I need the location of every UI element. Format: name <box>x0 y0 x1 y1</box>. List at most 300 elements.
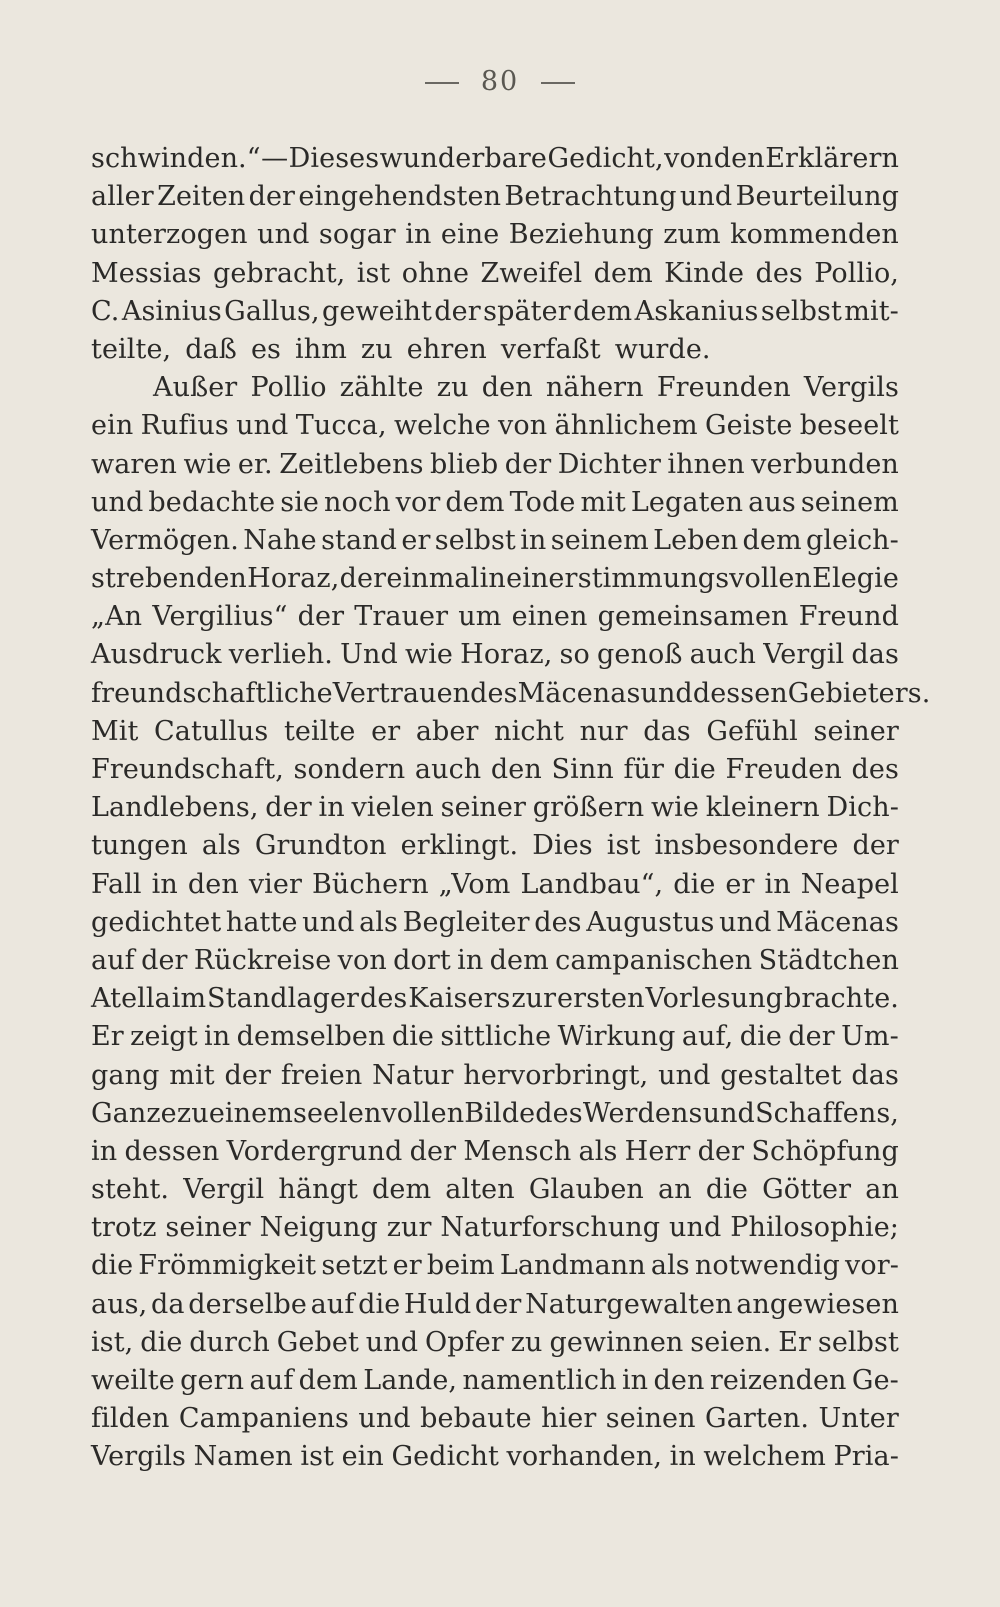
word: C. <box>91 295 120 327</box>
word: sie <box>280 486 320 518</box>
word: den <box>490 754 542 785</box>
text-line <box>91 751 899 789</box>
word: Gebieters. <box>787 677 931 709</box>
word: der <box>297 601 345 633</box>
word: welche <box>393 410 491 442</box>
word: zählte <box>339 372 424 404</box>
text-line <box>91 446 899 484</box>
word: der <box>434 295 481 327</box>
word: Huld <box>403 1288 472 1320</box>
word: Naturgewalten <box>525 1288 733 1320</box>
word: der <box>697 1135 745 1167</box>
word: daß <box>185 333 237 365</box>
word: Namen <box>193 1441 293 1473</box>
word: Gefühl <box>706 715 798 747</box>
word: und <box>679 181 733 213</box>
word: gewinnen <box>549 1326 684 1358</box>
word: geweiht <box>322 295 432 327</box>
word: beim <box>426 1250 495 1282</box>
word: filden <box>91 1403 170 1435</box>
text-line <box>91 1095 899 1133</box>
word: vor- <box>845 1250 899 1282</box>
word: aus <box>748 486 796 518</box>
word: Landbau“, <box>520 868 664 900</box>
word: eine <box>440 219 500 251</box>
word: gern <box>180 1365 245 1396</box>
word: sittliche <box>440 1021 552 1053</box>
text-line <box>91 713 899 751</box>
word: Glauben <box>528 1174 644 1206</box>
word: wie <box>183 448 232 480</box>
word: Vergil <box>183 1174 265 1206</box>
word: der <box>409 1135 457 1167</box>
word: reizenden <box>709 1365 847 1396</box>
word: Gedicht <box>391 1441 499 1473</box>
word: Kaisers <box>408 983 511 1015</box>
word: seinen <box>605 1403 696 1435</box>
page-number: 80 <box>480 66 520 97</box>
word: Beziehung <box>508 219 654 251</box>
word: Dich- <box>826 792 899 824</box>
word: Tode <box>509 486 576 518</box>
word: mit- <box>844 295 899 327</box>
word: Werdens <box>582 1097 703 1129</box>
word: Garten. <box>705 1403 810 1435</box>
word: Naturforschung <box>440 1212 661 1244</box>
word: Rückreise <box>193 944 332 976</box>
word: kleinern <box>705 792 820 824</box>
word: ein <box>341 1441 384 1473</box>
text-line <box>91 1057 899 1095</box>
word: Vergils <box>91 1441 187 1473</box>
word: in <box>318 792 345 824</box>
word: und <box>702 1097 755 1129</box>
word: die <box>358 1288 401 1320</box>
word: zu <box>176 1097 209 1129</box>
word: in <box>91 1135 118 1167</box>
text-line <box>91 331 899 369</box>
word: blieb <box>430 448 499 480</box>
word: vielen <box>351 792 434 824</box>
word: freundschaftliche <box>91 677 333 709</box>
word: auf <box>310 1288 355 1320</box>
word: zu <box>436 372 469 404</box>
left-dash <box>425 82 459 84</box>
word: nur <box>579 715 628 747</box>
word: alten <box>445 1174 515 1206</box>
word: des <box>755 257 803 289</box>
word: ähnlichem <box>554 410 698 442</box>
word: die <box>705 1174 749 1206</box>
word: und <box>658 1059 711 1091</box>
word: Augustus <box>586 906 715 938</box>
word: den <box>481 372 533 404</box>
text-line <box>91 598 899 636</box>
word: die <box>673 754 716 785</box>
word: weilte <box>91 1365 175 1396</box>
text-line <box>91 484 899 522</box>
word: Rufius <box>140 410 229 442</box>
word: und <box>236 410 289 442</box>
word: seiner <box>165 1212 251 1244</box>
word: Er <box>91 1021 124 1053</box>
word: Neigung <box>259 1212 378 1244</box>
word: und <box>358 1403 411 1435</box>
word: Vergil <box>763 639 845 671</box>
text-line <box>91 293 899 331</box>
word: zu <box>510 1326 543 1358</box>
word: Askanius <box>634 295 759 327</box>
word: Ge- <box>851 1365 899 1396</box>
body-text <box>91 140 931 1477</box>
word: des <box>851 754 899 785</box>
word: brachte. <box>783 983 899 1015</box>
word: erklingt. <box>400 830 519 862</box>
word: dem <box>298 1365 358 1396</box>
word: zur <box>386 1212 432 1244</box>
word: in <box>457 944 484 976</box>
word: aller <box>91 181 154 213</box>
word: zum <box>663 219 721 251</box>
word: selbst <box>760 295 842 327</box>
word: er <box>401 524 431 556</box>
word: der <box>339 563 387 595</box>
word: aber <box>415 715 479 747</box>
word: den <box>713 143 765 174</box>
word: dessen <box>692 677 788 709</box>
word: in <box>669 1441 696 1473</box>
word: Elegie <box>812 563 899 595</box>
word: Götter <box>762 1174 852 1206</box>
word: schwinden.“ <box>91 143 261 174</box>
word: und <box>719 906 772 938</box>
word: dem <box>573 295 633 327</box>
word: Begleiter <box>402 906 530 938</box>
text-line <box>91 1133 899 1171</box>
word: einer <box>506 563 578 595</box>
word: Pria- <box>833 1441 899 1473</box>
word: durch <box>189 1326 270 1358</box>
word: zeigt <box>130 1021 198 1053</box>
word: nicht <box>494 715 564 747</box>
word: Philosophie; <box>730 1212 899 1244</box>
word: Schöpfung <box>751 1135 899 1167</box>
word: das <box>851 639 899 671</box>
word: Freunden <box>656 372 791 404</box>
word: ihnen <box>667 448 745 480</box>
word: die <box>673 868 716 900</box>
text-line <box>91 1286 899 1324</box>
word: die <box>91 1250 134 1282</box>
word: er <box>725 868 755 900</box>
word: selbst <box>434 524 516 556</box>
text-line <box>91 1362 899 1400</box>
text-line <box>91 1438 899 1476</box>
word: Und <box>340 639 398 671</box>
text-line <box>91 140 899 178</box>
word: Vermögen. <box>91 524 239 556</box>
word: seien. <box>690 1326 772 1358</box>
word: verlieh. <box>228 639 333 671</box>
word: verbunden <box>751 448 899 480</box>
text-line <box>91 216 899 254</box>
word: insbesondere <box>654 830 839 862</box>
word: auf <box>91 944 135 976</box>
word: gleich- <box>806 524 899 556</box>
word: steht. <box>91 1174 170 1206</box>
word: verfaßt <box>500 333 601 365</box>
word: Pollio, <box>814 257 899 289</box>
word: wurde. <box>614 333 711 365</box>
word: das <box>851 1059 899 1091</box>
word: Grundton <box>254 830 387 862</box>
word: in <box>764 868 791 900</box>
text-line <box>91 1018 899 1056</box>
word: von <box>664 143 714 174</box>
word: waren <box>91 448 177 480</box>
word: dem <box>593 257 653 289</box>
word: als <box>578 1135 618 1167</box>
word: hervorbringt, <box>463 1059 649 1091</box>
word: sogar <box>318 219 396 251</box>
word: es <box>250 333 281 365</box>
word: welchem <box>703 1441 826 1473</box>
word: gang <box>91 1059 160 1091</box>
word: der <box>265 792 312 824</box>
word: Beurteilung <box>735 181 899 213</box>
word: Landmann <box>499 1250 646 1282</box>
word: Freundschaft, <box>91 754 284 785</box>
word: Gebet <box>276 1326 359 1358</box>
word: demselben <box>236 1021 386 1053</box>
word: Büchern <box>311 868 429 900</box>
word: gedichtet <box>91 906 222 938</box>
word: gemeinsamen <box>597 601 789 633</box>
word: Mensch <box>463 1135 572 1167</box>
word: Städtchen <box>758 944 899 976</box>
word: an <box>865 1174 899 1206</box>
page-number-header <box>0 66 1000 97</box>
word: der <box>504 448 552 480</box>
word: die <box>391 1021 435 1053</box>
word: ehren <box>406 333 487 365</box>
word: Schaffens, <box>755 1097 899 1129</box>
word: gestaltet <box>720 1059 842 1091</box>
word: der <box>224 1059 271 1091</box>
word: seinem <box>550 524 649 556</box>
word: und <box>365 1326 419 1358</box>
word: und <box>91 486 144 518</box>
word: als <box>650 1250 690 1282</box>
word: ein <box>91 410 134 442</box>
word: dem <box>742 524 802 556</box>
word: der <box>852 830 899 862</box>
word: des <box>534 906 582 938</box>
word: Zweifel <box>480 257 583 289</box>
word: zu <box>360 333 393 365</box>
word: einem <box>208 1097 293 1129</box>
word: notwendig <box>694 1250 840 1282</box>
word: Fall <box>91 868 142 900</box>
word: ihm <box>294 333 347 365</box>
word: Dieses <box>288 143 380 174</box>
text-line <box>91 560 899 598</box>
text-line <box>91 1324 899 1362</box>
word: namentlich <box>462 1365 617 1396</box>
word: Erklärern <box>765 143 899 174</box>
word: Gedicht, <box>547 143 664 174</box>
word: seiner <box>440 792 527 824</box>
word: Opfer <box>425 1326 504 1358</box>
word: zur <box>511 983 557 1015</box>
text-line <box>91 178 899 216</box>
text-line <box>91 866 899 904</box>
word: genoß <box>597 639 683 671</box>
word: angewiesen <box>736 1288 899 1320</box>
word: bedachte <box>148 486 276 518</box>
word: in <box>204 1021 231 1053</box>
word: auch <box>414 754 482 785</box>
word: wie <box>404 639 454 671</box>
word: vier <box>248 868 302 900</box>
word: ersten <box>557 983 645 1015</box>
word: die <box>739 1021 782 1053</box>
word: „Vom <box>438 868 511 900</box>
word: Betrachtung <box>504 181 677 213</box>
word: Leben <box>653 524 739 556</box>
word: Standlager <box>207 983 360 1015</box>
word: derselbe <box>188 1288 307 1320</box>
word: dem <box>489 944 549 976</box>
word: Legaten <box>630 486 744 518</box>
text-line <box>91 636 899 674</box>
word: noch <box>324 486 391 518</box>
text-line <box>91 522 899 560</box>
word: der <box>474 1288 522 1320</box>
word: der <box>788 1021 835 1053</box>
word: Horaz, <box>247 563 340 595</box>
word: dessen <box>124 1135 220 1167</box>
word: auf, <box>681 1021 734 1053</box>
word: im <box>171 983 207 1015</box>
text-line <box>91 255 899 293</box>
word: Sinn <box>551 754 614 785</box>
word: vorhanden, <box>506 1441 663 1473</box>
text-line <box>91 942 899 980</box>
word: Asinius <box>121 295 222 327</box>
word: ohne <box>401 257 470 289</box>
word: unterzogen <box>91 219 248 251</box>
word: dem <box>445 486 505 518</box>
word: auch <box>689 639 757 671</box>
word: als <box>359 906 398 938</box>
word: in <box>151 868 178 900</box>
word: tungen <box>91 830 188 862</box>
word: Campaniens <box>178 1403 349 1435</box>
word: stand <box>321 524 398 556</box>
word: als <box>201 830 241 862</box>
word: so <box>559 639 590 671</box>
word: Ausdruck <box>91 639 222 671</box>
word: dem <box>372 1174 432 1206</box>
word: aus, <box>91 1288 148 1320</box>
word: in <box>405 219 432 251</box>
word: in <box>621 1365 649 1396</box>
word: Zeitlebens <box>279 448 424 480</box>
word: an <box>658 1174 692 1206</box>
word: dort <box>393 944 451 976</box>
word: ist <box>300 1441 334 1473</box>
word: Trauer <box>354 601 449 633</box>
text-line <box>91 1209 899 1247</box>
word: Neapel <box>800 868 899 900</box>
word: teilte, <box>91 333 172 365</box>
text-line <box>91 1247 899 1285</box>
right-dash <box>541 82 575 84</box>
word: der <box>248 181 296 213</box>
word: teilte <box>283 715 356 747</box>
word: von <box>498 410 548 442</box>
word: Natur <box>372 1059 454 1091</box>
word: des <box>535 1097 583 1129</box>
word: hier <box>541 1403 597 1435</box>
word: des <box>470 677 518 709</box>
text-line <box>91 1171 899 1209</box>
text-line <box>91 827 899 865</box>
text-line <box>91 407 899 445</box>
word: um <box>458 601 502 633</box>
word: bebaute <box>420 1403 532 1435</box>
word: seinem <box>800 486 899 518</box>
word: Herr <box>624 1135 691 1167</box>
word: Kinde <box>664 257 745 289</box>
word: das <box>643 715 691 747</box>
word: in <box>520 524 547 556</box>
word: die <box>140 1326 183 1358</box>
word: seiner <box>813 715 899 747</box>
word: stimmungsvollen <box>577 563 812 595</box>
word: Unter <box>818 1403 899 1435</box>
word: er. <box>237 448 273 480</box>
word: Bilde <box>464 1097 536 1129</box>
text-line <box>91 904 899 942</box>
word: campanischen <box>555 944 753 976</box>
word: trotz <box>91 1212 157 1244</box>
word: Pollio <box>250 372 327 404</box>
word: strebenden <box>91 563 247 595</box>
text-line <box>91 1400 899 1438</box>
word: — <box>261 143 289 174</box>
word: Catullus <box>154 715 269 747</box>
word: der <box>141 944 188 976</box>
word: des <box>359 983 408 1015</box>
word: und <box>640 677 693 709</box>
word: Mäcenas <box>517 677 641 709</box>
word: Horaz, <box>460 639 553 671</box>
word: ist, <box>91 1326 134 1358</box>
word: Nahe <box>243 524 317 556</box>
word: freien <box>280 1059 363 1091</box>
word: Freuden <box>725 754 842 785</box>
word: wunderbare <box>379 143 547 174</box>
word: und <box>302 906 355 938</box>
word: ist <box>356 257 391 289</box>
word: mit <box>169 1059 215 1091</box>
word: da <box>151 1288 185 1320</box>
word: von <box>337 944 387 976</box>
word: Freund <box>798 601 899 633</box>
word: größern <box>532 792 645 824</box>
